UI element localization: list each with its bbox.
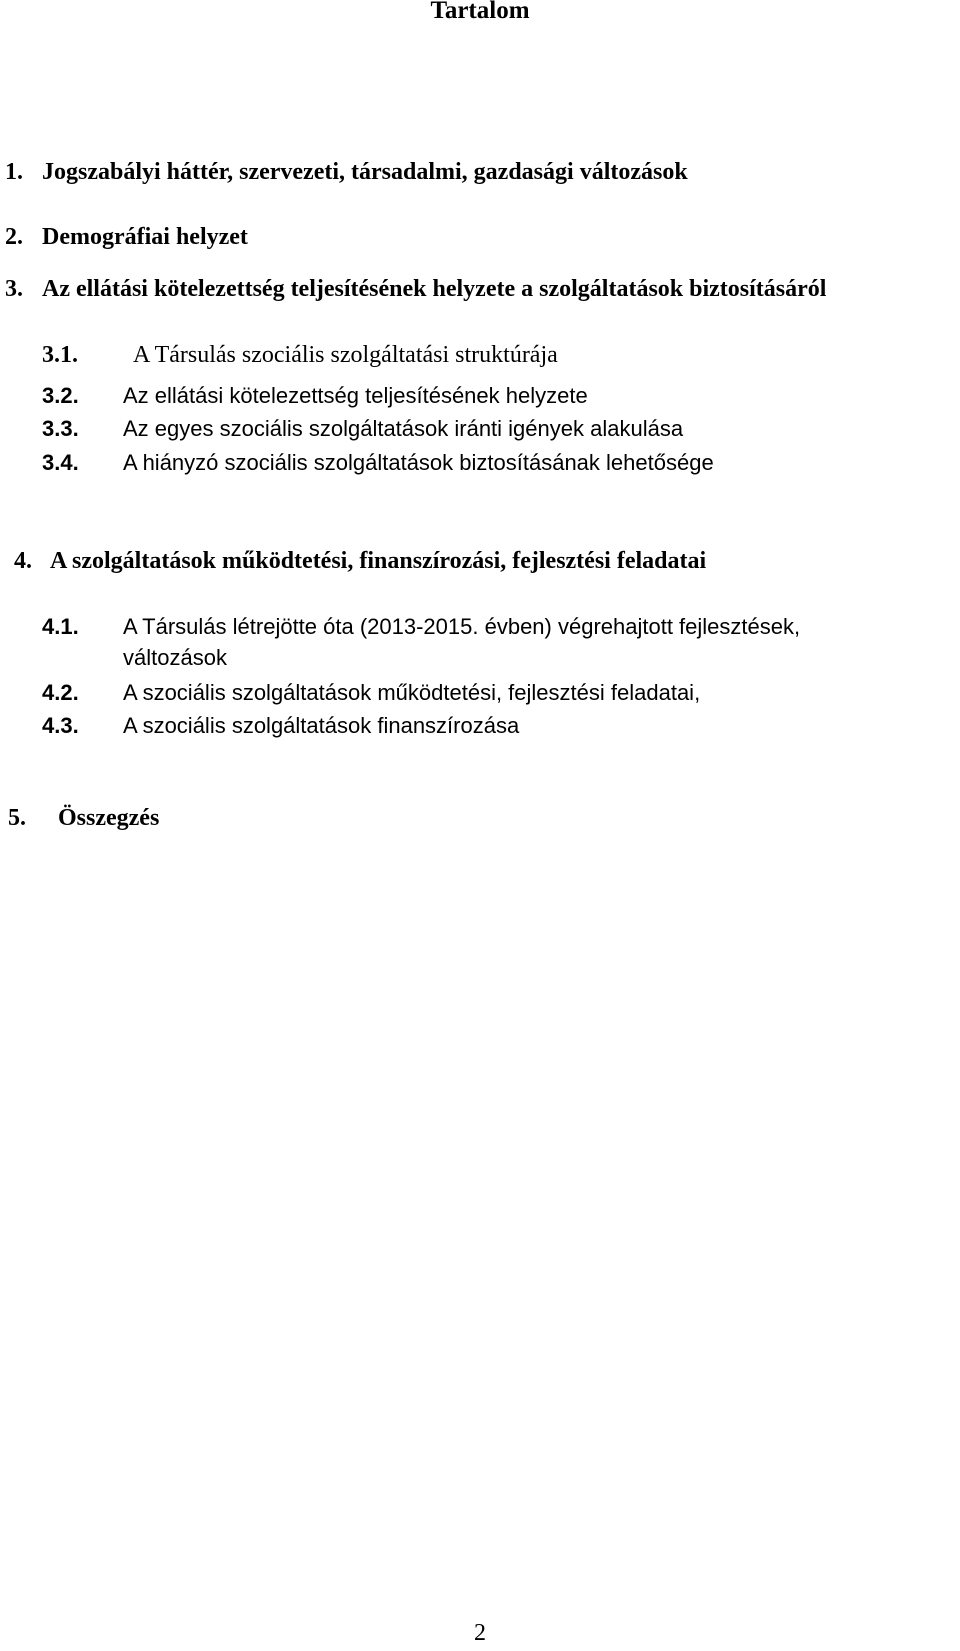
toc-number: 3.3. (42, 416, 79, 441)
toc-title: A Társulás létrejötte óta (2013-2015. évben) végrehajtott fejlesztések, (123, 614, 801, 639)
toc-entry-4-1-continuation (123, 643, 227, 673)
toc-number: 3.4. (42, 450, 79, 475)
toc-number: 2. (5, 224, 23, 250)
toc-title: A Társulás szociális szolgáltatási struktúrája (133, 342, 558, 368)
toc-title: A szolgáltatások működtetési, finanszírozási, fejlesztési feladatai (50, 548, 707, 574)
toc-number: 4.3. (42, 713, 79, 738)
toc-title: Összegzés (58, 805, 160, 831)
toc-number: 1. (5, 159, 23, 185)
toc-number: 4. (14, 548, 32, 574)
toc-title: Az egyes szociális szolgáltatások iránti igények alakulása (123, 416, 684, 441)
page-number: 2 (474, 1620, 486, 1646)
toc-number: 3.2. (42, 383, 79, 408)
toc-number: 5. (8, 805, 26, 831)
toc-title: A szociális szolgáltatások finanszírozása (123, 713, 520, 738)
toc-title: A szociális szolgáltatások működtetési, fejlesztési feladatai, (123, 680, 701, 705)
toc-title: A hiányzó szociális szolgáltatások biztosításának lehetősége (123, 450, 714, 475)
toc-number: 3.1. (42, 342, 78, 368)
toc-number: 4.1. (42, 614, 79, 639)
toc-number: 4.2. (42, 680, 79, 705)
toc-number: 3. (5, 276, 23, 302)
toc-title: Az ellátási kötelezettség teljesítésének helyzete (123, 383, 588, 408)
toc-title: Jogszabályi háttér, szervezeti, társadalmi, gazdasági változások (42, 159, 688, 185)
toc-title-continuation: változások (123, 645, 227, 670)
toc-title: Az ellátási kötelezettség teljesítésének helyzete a szolgáltatások biztosításáról (42, 276, 827, 302)
toc-title: Demográfiai helyzet (42, 224, 248, 250)
page-title: Tartalom (430, 0, 530, 24)
